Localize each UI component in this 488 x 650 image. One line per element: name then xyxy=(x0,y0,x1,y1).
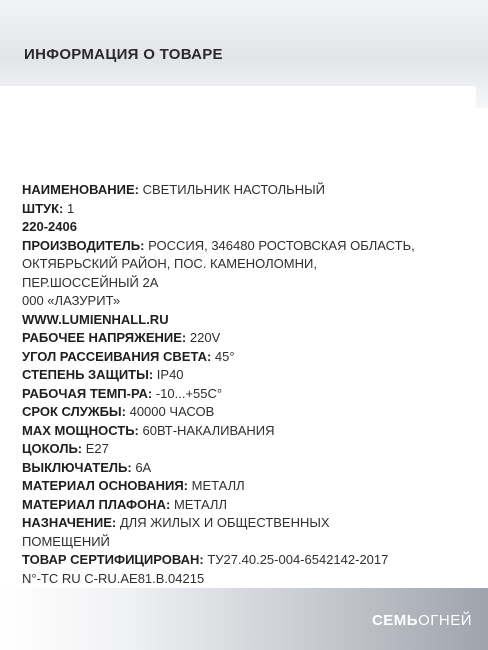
article-number: 220-2406 xyxy=(22,219,77,234)
angle-row xyxy=(22,348,482,367)
brand-logo-bold: СЕМЬ xyxy=(371,612,419,629)
certification-line-2: N°-TC RU C-RU.AE81.B.04215 xyxy=(22,570,205,586)
angle-value: 45° xyxy=(214,348,235,364)
temperature-value: -10...+55С° xyxy=(155,385,223,401)
socket-label: ЦОКОЛЬ: xyxy=(22,441,83,456)
purpose-label: НАЗНАЧЕНИЕ: xyxy=(22,515,117,530)
company-name: 000 «ЛАЗУРИТ» xyxy=(22,293,121,308)
socket-row xyxy=(22,440,482,459)
product-info xyxy=(22,181,482,625)
power-row xyxy=(22,422,482,441)
manufacturer-line-2: ОКТЯБРЬСКИЙ РАЙОН, ПОС. КАМЕНОЛОМНИ, xyxy=(22,256,317,271)
base-material-value: МЕТАЛЛ xyxy=(191,478,245,493)
power-value: 60ВТ-НАКАЛИВАНИЯ xyxy=(142,422,275,438)
protection-row xyxy=(22,366,482,385)
manufacturer-line-3: ПЕР.ШОССЕЙНЫЙ 2А xyxy=(22,274,159,290)
manufacturer-label: ПРОИЗВОДИТЕЛЬ: xyxy=(22,237,145,253)
shade-material-value: МЕТАЛЛ xyxy=(173,496,227,512)
service-life-row xyxy=(22,403,482,422)
shade-material-row xyxy=(22,496,482,515)
temperature-label: РАБОЧАЯ ТЕМП-РА: xyxy=(22,385,153,401)
brand-logo-light: ОГНЕЙ xyxy=(418,612,472,629)
protection-value: IP40 xyxy=(156,367,184,382)
socket-value: E27 xyxy=(85,441,109,456)
page-title: ИНФОРМАЦИЯ О ТОВАРЕ xyxy=(24,46,223,63)
certification-line-1: ТУ27.40.25-004-6542142-2017 xyxy=(207,552,389,567)
protection-label: СТЕПЕНЬ ЗАЩИТЫ: xyxy=(22,367,154,382)
temperature-row xyxy=(22,385,482,404)
qty-row xyxy=(22,200,482,219)
base-material-label: МАТЕРИАЛ ОСНОВАНИЯ: xyxy=(22,478,189,493)
switch-row xyxy=(22,459,482,478)
voltage-value: 220V xyxy=(189,330,221,345)
angle-label: УГОЛ РАССЕИВАНИЯ СВЕТА: xyxy=(22,348,212,364)
website: WWW.LUMIENHALL.RU xyxy=(22,311,169,327)
voltage-row xyxy=(22,329,482,348)
service-life-value: 40000 ЧАСОВ xyxy=(129,404,215,419)
manufacturer-row xyxy=(22,237,482,256)
switch-label: ВЫКЛЮЧАТЕЛЬ: xyxy=(22,459,132,475)
certification-label: ТОВАР СЕРТИФИЦИРОВАН: xyxy=(22,552,204,567)
base-material-row xyxy=(22,477,482,496)
purpose-line-1: ДЛЯ ЖИЛЫХ И ОБЩЕСТВЕННЫХ xyxy=(119,515,330,530)
certification-row xyxy=(22,551,482,570)
purpose-line-2: ПОМЕЩЕНИЙ xyxy=(22,533,110,549)
qty-label: ШТУК: xyxy=(22,200,64,216)
qty-value: 1 xyxy=(66,200,75,216)
power-label: MAX МОЩНОСТЬ: xyxy=(22,422,139,438)
name-row xyxy=(22,181,482,200)
manufacturer-line-1: РОССИЯ, 346480 РОСТОВСКАЯ ОБЛАСТЬ, xyxy=(148,237,415,253)
name-value: СВЕТИЛЬНИК НАСТОЛЬНЫЙ xyxy=(142,182,325,197)
name-label: НАИМЕНОВАНИЕ: xyxy=(22,182,139,197)
shade-material-label: МАТЕРИАЛ ПЛАФОНА: xyxy=(22,496,171,512)
brand-logo xyxy=(372,612,472,629)
voltage-label: РАБОЧЕЕ НАПРЯЖЕНИЕ: xyxy=(22,330,187,345)
switch-value: 6А xyxy=(135,459,152,475)
purpose-row xyxy=(22,514,482,533)
service-life-label: СРОК СЛУЖБЫ: xyxy=(22,404,126,419)
